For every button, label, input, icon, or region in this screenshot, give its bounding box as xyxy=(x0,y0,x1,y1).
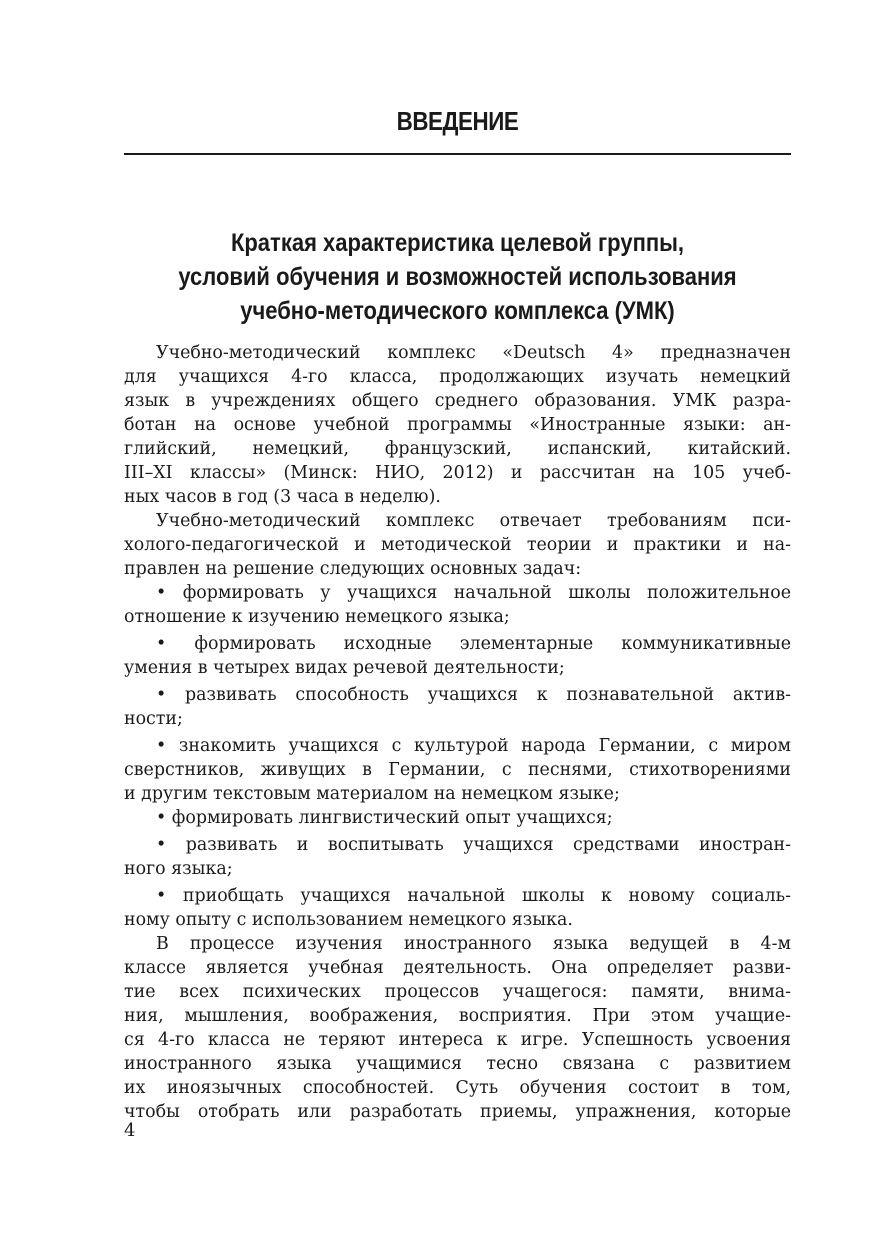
bullet-line: сверстников, живущих в Германии, с песнями, стихотворениями xyxy=(124,760,791,780)
bullet-line: • формировать у учащихся начальной школы положительное xyxy=(156,583,791,603)
text-line: ся 4-го класса не теряют интереса к игре. Успешность усвоения xyxy=(124,1030,791,1050)
page-number: 4 xyxy=(124,1120,136,1141)
text-line: ных часов в год (3 часа в неделю). xyxy=(124,487,441,507)
bullet-line: ному опыту с использованием немецкого языка. xyxy=(124,910,573,930)
bullet-line: • развивать способность учащихся к познавательной актив- xyxy=(156,685,791,705)
section-title-line: Краткая характеристика целевой группы, xyxy=(230,229,685,257)
bullet-line: • формировать исходные элементарные коммуникативные xyxy=(156,634,791,654)
bullet-line: умения в четырех видах речевой деятельности; xyxy=(124,658,565,678)
bullet-line: ности; xyxy=(124,709,183,729)
text-line: холого-педагогической и методической теории и практики и на- xyxy=(124,535,791,555)
text-line: иностранного языка учащимися тесно связана с развитием xyxy=(124,1054,791,1074)
bullet-line: • формировать лингвистический опыт учащихся; xyxy=(156,808,613,828)
text-line: ния, мышления, воображения, восприятия. При этом учащие- xyxy=(124,1006,791,1026)
text-line: классе является учебная деятельность. Она определяет разви- xyxy=(124,958,791,978)
bullet-line: отношение к изучению немецкого языка; xyxy=(124,607,510,627)
text-line: язык в учреждениях общего среднего образования. УМК разра- xyxy=(124,391,791,411)
text-line: чтобы отобрать или разработать приемы, упражнения, которые xyxy=(124,1102,791,1122)
text-line: тие всех психических процессов учащегося: памяти, внима- xyxy=(124,982,791,1002)
section-title-line: учебно-методического комплекса (УМК) xyxy=(240,297,675,325)
bullet-line: • знакомить учащихся с культурой народа Германии, с миром xyxy=(156,736,791,756)
section-title-line: условий обучения и возможностей использования xyxy=(178,263,737,291)
text-line: их иноязычных способностей. Суть обучения состоит в том, xyxy=(124,1078,791,1098)
title-divider xyxy=(124,153,791,155)
text-line: В процессе изучения иностранного языка ведущей в 4-м xyxy=(156,934,791,954)
text-line: правлен на решение следующих основных задач: xyxy=(124,559,582,579)
chapter-title: ВВЕДЕНИЕ xyxy=(396,106,519,136)
body-text xyxy=(124,341,791,1124)
bullet-line: ного языка; xyxy=(124,859,233,879)
text-line: ботан на основе учебной программы «Иностранные языки: ан- xyxy=(124,415,791,435)
bullet-line: и другим текстовым материалом на немецком языке; xyxy=(124,784,620,804)
text-line: глийский, немецкий, французский, испанский, китайский. xyxy=(124,439,791,459)
text-line: для учащихся 4-го класса, продолжающих изучать немецкий xyxy=(124,367,791,387)
bullet-line: • развивать и воспитывать учащихся средствами иностран- xyxy=(156,835,791,855)
text-line: III–XI классы» (Минск: НИО, 2012) и рассчитан на 105 учеб- xyxy=(124,463,791,483)
bullet-line: • приобщать учащихся начальной школы к новому социаль- xyxy=(156,886,791,906)
section-title xyxy=(124,226,791,328)
text-line: Учебно-методический комплекс «Deutsch 4» предназначен xyxy=(156,343,791,363)
text-line: Учебно-методический комплекс отвечает требованиям пси- xyxy=(156,511,791,531)
